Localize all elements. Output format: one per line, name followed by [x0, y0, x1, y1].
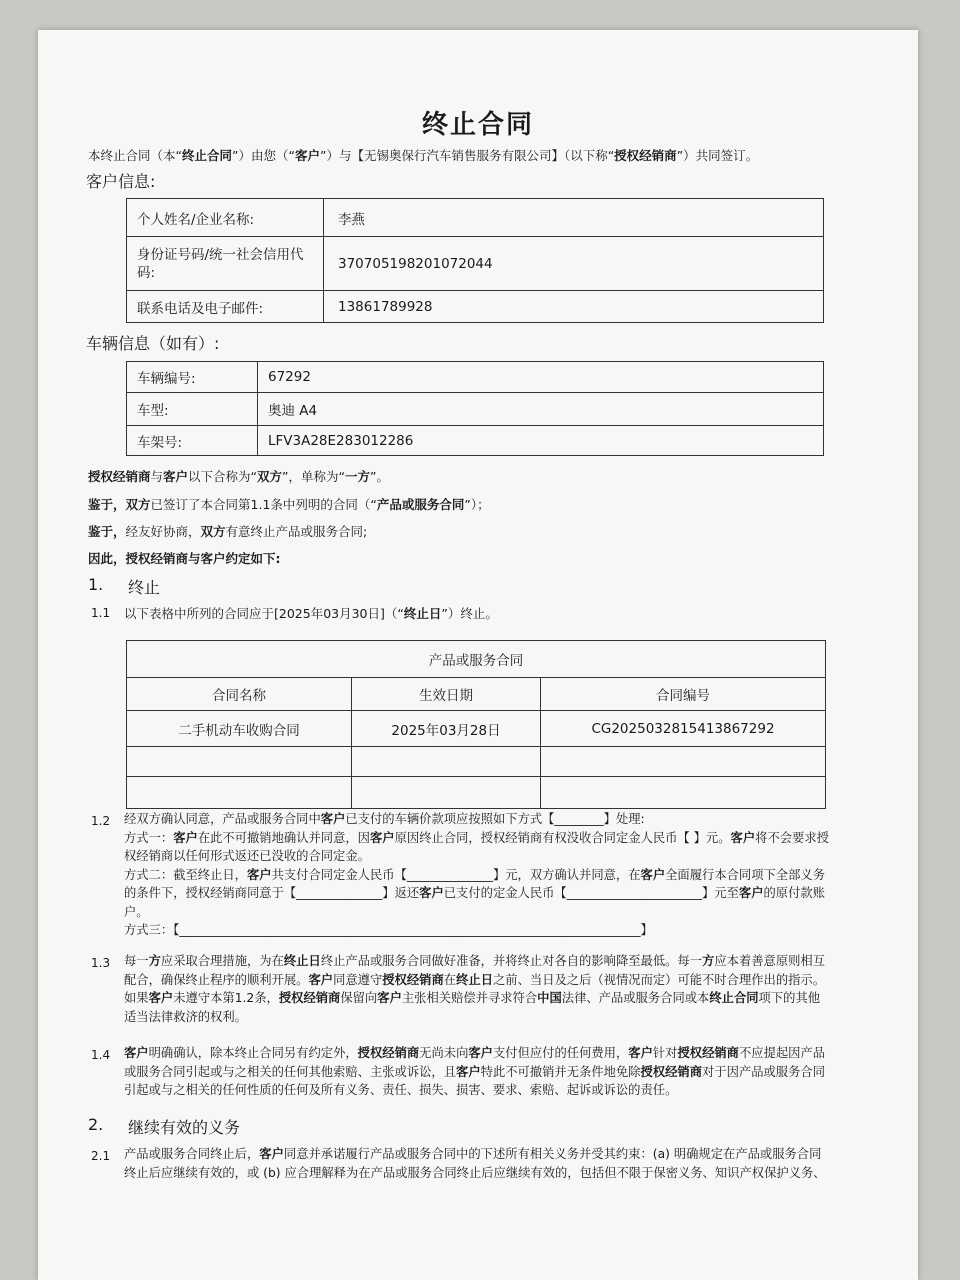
term: 终止日: [456, 972, 493, 987]
intro-text: ”）由您（“: [232, 148, 295, 163]
parties-line: [88, 467, 389, 486]
text: ”，单称为“: [282, 469, 345, 484]
text: ”）终止。: [441, 606, 498, 621]
intro-text: 本终止合同（本“: [88, 148, 182, 163]
term: 终止日: [403, 606, 442, 621]
text: 全面履行本合同项下全部义务: [665, 867, 825, 882]
contract-table-caption-row: [127, 641, 826, 678]
text: 同意遵守: [333, 972, 383, 987]
document-title: 终止合同: [421, 110, 534, 140]
clause-1-2-number: 1.2: [91, 814, 111, 828]
customer-label: 联系电话及电子邮件:: [127, 291, 324, 323]
intro-line: [88, 146, 758, 165]
text: 方式一：: [124, 830, 174, 845]
section-1-title: 终止: [128, 578, 161, 597]
column-header: 合同编号: [541, 678, 826, 711]
text: 针对: [652, 1046, 678, 1060]
table-cell: [541, 747, 826, 777]
text: ”）；: [464, 497, 490, 512]
text: 未遵守本第1.2条，: [173, 991, 279, 1005]
intro-text: ”）共同签订。: [676, 148, 759, 163]
customer-row: [127, 199, 824, 237]
clause-1-1-text: [124, 604, 498, 623]
text: 保留向: [340, 991, 378, 1005]
term: 客户: [308, 972, 334, 987]
intro-term: 客户: [294, 148, 320, 163]
text: 共支付合同定金人民币【______________】元，双方确认并同意，在: [271, 867, 641, 882]
text: 在: [443, 972, 457, 987]
text: 已支付的车辆价款项应按照如下方式【________】处理:: [345, 812, 645, 826]
clause-1-3-number: 1.3: [91, 956, 111, 970]
term: 客户: [419, 886, 444, 900]
term: 客户: [628, 1046, 653, 1060]
table-cell: 2025年03月28日: [352, 711, 541, 747]
clause-line: [124, 829, 829, 848]
clause-line: 权经销商以任何形式返还已没收的合同定金。: [124, 849, 370, 863]
term: 双方: [200, 524, 226, 539]
table-cell: CG2025032815413867292: [541, 711, 826, 747]
text: 之前、当日及之后（视情况而定）可能不时合理作出的指示。: [493, 972, 826, 987]
intro-term: 终止合同: [181, 148, 232, 163]
customer-table: [126, 198, 824, 323]
text: 产品或服务合同终止后，: [124, 1147, 260, 1161]
text: 对于因产品或服务合同: [702, 1064, 825, 1079]
text: 已签订了本合同第1.1条中列明的合同（“: [150, 497, 377, 512]
text: 的原付款账: [763, 886, 825, 900]
column-header: 生效日期: [352, 678, 541, 711]
clause-line: [124, 884, 829, 903]
text: 经双方确认同意，产品或服务合同中: [124, 812, 321, 826]
table-cell: [127, 747, 352, 777]
intro-term: 授权经销商: [614, 148, 677, 163]
term: 授权经销商: [88, 469, 151, 484]
term: 鉴于，: [88, 524, 126, 539]
term: 客户: [468, 1046, 493, 1060]
customer-label: 身份证号码/统一社会信用代码:: [127, 237, 324, 291]
text: 同意并承诺履行产品或服务合同中的下述所有相关义务并受其约束：(a) 明确规定在产品或服务合同: [283, 1147, 822, 1161]
clause-line: 终止后应继续有效的，或 (b) 应合理解释为在产品或服务合同终止后应继续有效的，包括但不限于保密义务、知识产权保护义务、: [124, 1165, 826, 1180]
section-2-number: 2.: [88, 1115, 104, 1134]
clause-line: 方式三：【___________________________________________________________________________】: [124, 923, 653, 937]
clause-1-4-text: [124, 1044, 825, 1100]
vehicle-label: 车型:: [127, 393, 258, 426]
therefore-line: 因此，授权经销商与客户约定如下:: [88, 551, 281, 566]
text: 有意终止产品或服务合同;: [225, 524, 368, 539]
term: 中国: [537, 991, 562, 1005]
text: ”。: [370, 469, 389, 484]
clause-line: [124, 866, 829, 885]
whereas-line-1: [88, 495, 490, 514]
customer-value: 13861789928: [324, 291, 824, 323]
term: 授权经销商: [677, 1046, 739, 1060]
vehicle-row: [127, 362, 824, 393]
clause-line: 适当法律救济的权利。: [124, 1009, 247, 1024]
table-cell: [352, 747, 541, 777]
customer-heading: 客户信息:: [86, 172, 156, 191]
clause-1-4-number: 1.4: [91, 1048, 111, 1062]
term: 客户: [148, 991, 174, 1005]
term: 产品或服务合同: [376, 497, 465, 512]
clause-line: [124, 1145, 826, 1164]
clause-line: [124, 810, 829, 829]
text: 主张相关赔偿并寻求符合: [401, 991, 538, 1005]
text: 配合，确保终止程序的顺利开展。: [124, 972, 309, 987]
term: 授权经销商: [357, 1046, 420, 1060]
vehicle-row: [127, 426, 824, 456]
text: 以下表格中所列的合同应于[2025年03月30日]（“: [124, 606, 404, 621]
customer-value: 李燕: [324, 199, 824, 237]
term: 客户: [456, 1064, 481, 1079]
text: 原因终止合同，授权经销商有权没收合同定金人民币【 】元。: [394, 830, 731, 845]
text: 已支付的定金人民币【______________________】元至: [443, 886, 739, 900]
term: 客户: [124, 1046, 149, 1060]
term: 授权经销商: [382, 972, 444, 987]
term: 终止合同: [709, 991, 759, 1005]
term: 鉴于，: [88, 497, 126, 512]
text: 法律、产品或服务合同或本: [561, 991, 710, 1005]
vehicle-value: LFV3A28E283012286: [258, 426, 824, 456]
customer-row: [127, 237, 824, 291]
table-row: [127, 777, 826, 809]
clause-1-2-text: [124, 810, 829, 940]
customer-value: 370705198201072044: [324, 237, 824, 291]
table-row: [127, 711, 826, 747]
term: 客户: [369, 830, 395, 845]
text: 在此不可撤销地确认并同意，因: [197, 830, 370, 845]
clause-2-1-number: 2.1: [91, 1149, 111, 1163]
text: 终止产品或服务合同做好准备，并将终止对各自的影响降至最低。每一: [320, 954, 703, 968]
vehicle-label: 车辆编号:: [127, 362, 258, 393]
clause-line: [124, 989, 825, 1008]
term: 客户: [738, 886, 764, 900]
table-row: [127, 747, 826, 777]
term: 终止日: [283, 954, 321, 968]
column-header: 合同名称: [127, 678, 352, 711]
customer-row: [127, 291, 824, 323]
term: 客户: [377, 991, 402, 1005]
clause-line: [124, 1063, 825, 1082]
section-2-title: 继续有效的义务: [128, 1118, 241, 1137]
text: 每一: [124, 954, 149, 968]
text: 经友好协商，: [125, 524, 201, 539]
vehicle-heading: 车辆信息（如有）:: [86, 334, 220, 353]
text: 项下的其他: [758, 991, 821, 1005]
text: 如果: [124, 991, 149, 1005]
term: 客户: [640, 867, 666, 882]
intro-text: ”）与【无锡奥保行汽车销售服务有限公司】（以下称“: [319, 148, 615, 163]
text: 或服务合同引起或与之相关的任何其他索赔、主张或诉讼，且: [124, 1064, 457, 1079]
text: 与: [150, 469, 164, 484]
vehicle-row: [127, 393, 824, 426]
vehicle-table: [126, 361, 824, 456]
vehicle-label: 车架号:: [127, 426, 258, 456]
text: 明确确认，除本终止合同另有约定外，: [148, 1046, 358, 1060]
clause-line: [124, 1044, 825, 1063]
text: 的条件下，授权经销商同意于【______________】返还: [124, 886, 420, 900]
table-cell: [541, 777, 826, 809]
text: 不应提起因产品: [738, 1046, 826, 1060]
table-cell: 二手机动车收购合同: [127, 711, 352, 747]
term: 客户: [730, 830, 756, 845]
contract-table-header-row: [127, 678, 826, 711]
text: 无尚未向: [419, 1046, 469, 1060]
clause-line: 引起或与之相关的任何性质的任何及所有义务、责任、损失、损害、要求、索赔、起诉或诉讼的责任。: [124, 1083, 678, 1097]
text: 应采取合理措施，为在: [160, 954, 284, 968]
clause-1-1-number: 1.1: [91, 606, 111, 620]
text: 方式二：截至终止日，: [124, 867, 247, 882]
clause-line: [124, 952, 825, 971]
document-page: [38, 30, 918, 1280]
clause-1-3-text: [124, 952, 825, 1026]
term: 客户: [173, 830, 198, 845]
clause-line: 户。: [124, 904, 149, 919]
text: 以下合称为“: [188, 469, 258, 484]
table-cell: [352, 777, 541, 809]
term: 授权经销商: [278, 991, 341, 1005]
term: 双方: [257, 469, 283, 484]
contract-table: [126, 640, 826, 809]
contract-table-caption: 产品或服务合同: [127, 641, 826, 678]
text: 特此不可撤销并无条件地免除: [480, 1064, 641, 1079]
term: 一方: [345, 469, 371, 484]
term: 客户: [163, 469, 189, 484]
term: 方: [148, 954, 161, 968]
clause-line: [124, 971, 825, 990]
text: 将不会要求授: [755, 830, 829, 845]
term: 客户: [246, 867, 272, 882]
text: 支付但应付的任何费用，: [492, 1046, 629, 1060]
vehicle-value: 67292: [258, 362, 824, 393]
term: 双方: [125, 497, 151, 512]
clause-2-1-text: [124, 1145, 826, 1182]
customer-label: 个人姓名/企业名称:: [127, 199, 324, 237]
table-cell: [127, 777, 352, 809]
text: 应本着善意原则相互: [714, 954, 826, 968]
vehicle-value: 奥迪 A4: [258, 393, 824, 426]
section-1-number: 1.: [88, 575, 104, 594]
whereas-line-2: [88, 522, 367, 541]
term: 方: [702, 954, 715, 968]
term: 授权经销商: [640, 1064, 703, 1079]
term: 客户: [259, 1147, 284, 1161]
term: 客户: [320, 812, 346, 826]
